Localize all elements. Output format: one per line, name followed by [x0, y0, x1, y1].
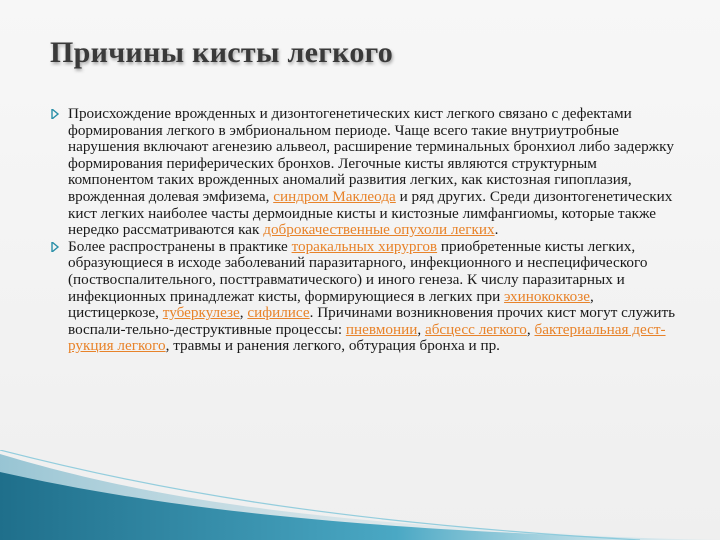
bullet-item-1	[50, 106, 682, 239]
text-segment: ,	[526, 320, 535, 338]
text-segment: . Причинами возникновения прочих кист могут служить воспали-тельно-деструктивные процессы:	[68, 304, 676, 338]
bullet-text-1	[68, 105, 674, 238]
text-segment: Более распространены в практике	[68, 237, 292, 255]
text-segment: и ряд других. Среди дизонтогенетических кист легких наиболее часты дермоидные кисты и кистозные лимфангиомы, которые также нередко рассматриваются как	[68, 187, 673, 239]
link-bacterial-destruction[interactable]: бактериальная дест-рукция легкого	[68, 320, 666, 355]
decorative-wave	[0, 450, 720, 540]
text-segment: .	[494, 221, 499, 239]
link-syndrome-macleod[interactable]: синдром Маклеода	[273, 187, 396, 205]
arrow-bullet-icon	[50, 109, 60, 119]
arrow-bullet-icon	[50, 242, 60, 252]
text-segment: ,	[417, 320, 425, 338]
bullet-item-2	[50, 239, 682, 355]
link-tuberculosis[interactable]: туберкулезе	[162, 304, 240, 322]
text-segment: Происхождение врожденных и дизонтогенетических кист легкого связано с дефектами формирования легкого в эмбриональном периоде. Чаще всего такие внутриутробные нарушения включают агенезию альвеол, расширение терминальных бронхиол либо задержку формирования периферических бронхов. Легочные кисты являются структурным компонентом таких врожденных аномалий развития легких, как кистозная гипоплазия, врожденная долевая эмфизема,	[68, 105, 674, 205]
link-syphilis[interactable]: сифилисе	[247, 304, 310, 322]
link-pneumonia[interactable]: пневмонии	[345, 320, 418, 338]
text-segment: , травмы и ранения легкого, обтурация бронха и пр.	[165, 337, 500, 355]
content	[50, 106, 682, 355]
link-benign-lung-tumors[interactable]: доброкачественные опухоли легких	[263, 221, 495, 239]
link-thoracic-surgeons[interactable]: торакальных хирургов	[291, 237, 438, 255]
text-segment: ,	[239, 304, 248, 322]
slide-title: Причины кисты легкого	[50, 36, 394, 69]
link-echinococcosis[interactable]: эхинококкозе	[504, 287, 590, 305]
link-lung-abscess[interactable]: абсцесс легкого	[424, 320, 527, 338]
text-segment: , цистицеркозе,	[68, 287, 594, 322]
text-segment: приобретенные кисты легких, образующиеся в исходе заболеваний паразитарного, инфекционного и неспецифического (поствоспалительного, посттравматического) и иного генеза. К числу паразитарных и инфекционных принадлежат кисты, формирующиеся в легких при	[68, 237, 648, 305]
bullet-text-2	[68, 238, 675, 355]
